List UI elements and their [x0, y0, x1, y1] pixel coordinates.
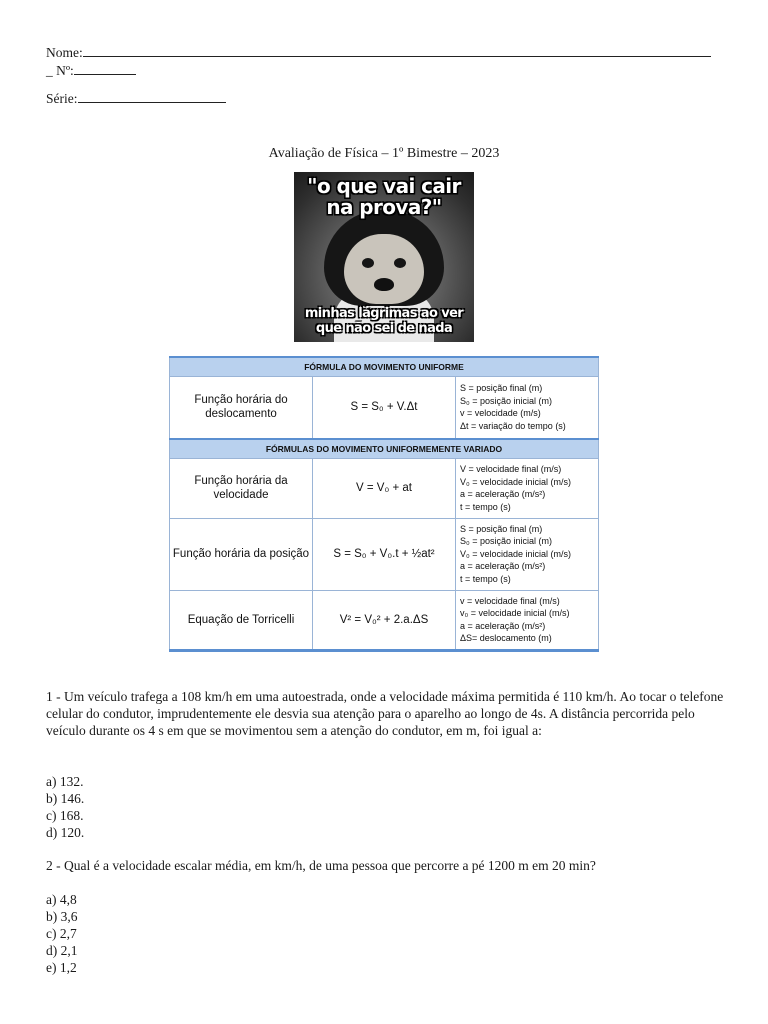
question-2-option: a) 4,8: [46, 892, 77, 907]
meme-image: [294, 172, 474, 342]
legend-line: a = aceleração (m/s²): [460, 620, 546, 631]
question-1-option: c) 168.: [46, 808, 84, 823]
legend-line: S = posição final (m): [460, 523, 543, 534]
formula-legend: [456, 518, 599, 590]
number-line: [46, 62, 136, 79]
meme-bottom-caption: minhas lágrimas ao ver que não sei de nada: [304, 306, 464, 336]
formula-legend: [456, 458, 599, 518]
name-line: [46, 44, 711, 61]
formula-row: [170, 458, 599, 518]
variado-header-row: [170, 439, 599, 459]
formula-name: Função horária da posição: [170, 518, 313, 590]
exam-title: Avaliação de Física – 1º Bimestre – 2023: [268, 146, 500, 161]
uniform-header-row: [170, 357, 599, 377]
legend-line: S₀ = posição inicial (m): [460, 536, 553, 547]
legend-line: S₀ = posição inicial (m): [460, 395, 553, 406]
formula-expression: S = S₀ + V₀.t + ½at²: [313, 518, 456, 590]
formula-row: [170, 377, 599, 439]
question-2-option: d) 2,1: [46, 943, 78, 958]
variado-header: FÓRMULAS DO MOVIMENTO UNIFORMEMENTE VARIADO: [170, 439, 599, 459]
legend-line: S = posição final (m): [460, 383, 543, 394]
series-blank: [78, 90, 226, 103]
legend-line: a = aceleração (m/s²): [460, 489, 546, 499]
question-1-option: a) 132.: [46, 774, 84, 789]
legend-line: V₀ = velocidade inicial (m/s): [460, 548, 572, 559]
question-2-text: 2 - Qual é a velocidade escalar média, em km/h, de uma pessoa que percorre a pé 1200 m em 20 min?: [46, 858, 596, 873]
legend-line: v = velocidade final (m/s): [460, 595, 560, 606]
formula-name: Função horária da velocidade: [170, 458, 313, 518]
formula-expression: V² = V₀² + 2.a.ΔS: [313, 590, 456, 650]
formula-name: Função horária do deslocamento: [170, 377, 313, 439]
question-1-option: b) 146.: [46, 791, 85, 806]
legend-line: Δt = variação do tempo (s): [460, 420, 566, 431]
question-2-option: e) 1,2: [46, 960, 77, 975]
uniform-header: FÓRMULA DO MOVIMENTO UNIFORME: [170, 357, 599, 377]
formula-legend: [456, 590, 599, 650]
meme-nose: [374, 278, 394, 291]
formula-row: [170, 518, 599, 590]
question-1-text: 1 - Um veículo trafega a 108 km/h em uma autoestrada, onde a velocidade máxima permitida é 110 km/h. Ao tocar o telefone celular do condutor, imprudentemente ele desvia sua atenção para o aparelho ao longo de 4s. A distância percorrida pelo veículo durante os 4 s em que se movimentou sem a atenção do condutor, em m, foi igual a:: [46, 689, 724, 738]
question-2-option: c) 2,7: [46, 926, 77, 941]
question-2-option: b) 3,6: [46, 909, 78, 924]
formula-expression: V = V₀ + at: [313, 458, 456, 518]
number-prefix: _: [46, 63, 53, 78]
legend-line: v₀ = velocidade inicial (m/s): [460, 608, 570, 618]
meme-dog-face: [344, 234, 424, 304]
formula-expression: S = S₀ + V.Δt: [313, 377, 456, 439]
formula-table: [169, 356, 599, 652]
legend-line: v = velocidade (m/s): [460, 408, 541, 419]
number-label: Nº:: [56, 63, 74, 78]
formula-name: Equação de Torricelli: [170, 590, 313, 650]
legend-line: V₀ = velocidade inicial (m/s): [460, 476, 572, 487]
meme-top-caption: "o que vai cair na prova?": [307, 174, 461, 219]
name-blank: [83, 44, 711, 57]
series-line: [46, 90, 226, 107]
legend-line: a = aceleração (m/s²): [460, 561, 546, 572]
formula-row: [170, 590, 599, 650]
number-blank: [74, 62, 136, 75]
series-label: Série:: [46, 91, 78, 106]
legend-line: t = tempo (s): [460, 501, 511, 512]
formula-legend: [456, 377, 599, 439]
name-label: Nome:: [46, 45, 83, 60]
meme-right-eye: [394, 258, 406, 268]
legend-line: ΔS= deslocamento (m): [460, 633, 552, 643]
question-1-option: d) 120.: [46, 825, 85, 840]
meme-left-eye: [362, 258, 374, 268]
legend-line: t = tempo (s): [460, 573, 511, 584]
legend-line: V = velocidade final (m/s): [460, 464, 562, 474]
